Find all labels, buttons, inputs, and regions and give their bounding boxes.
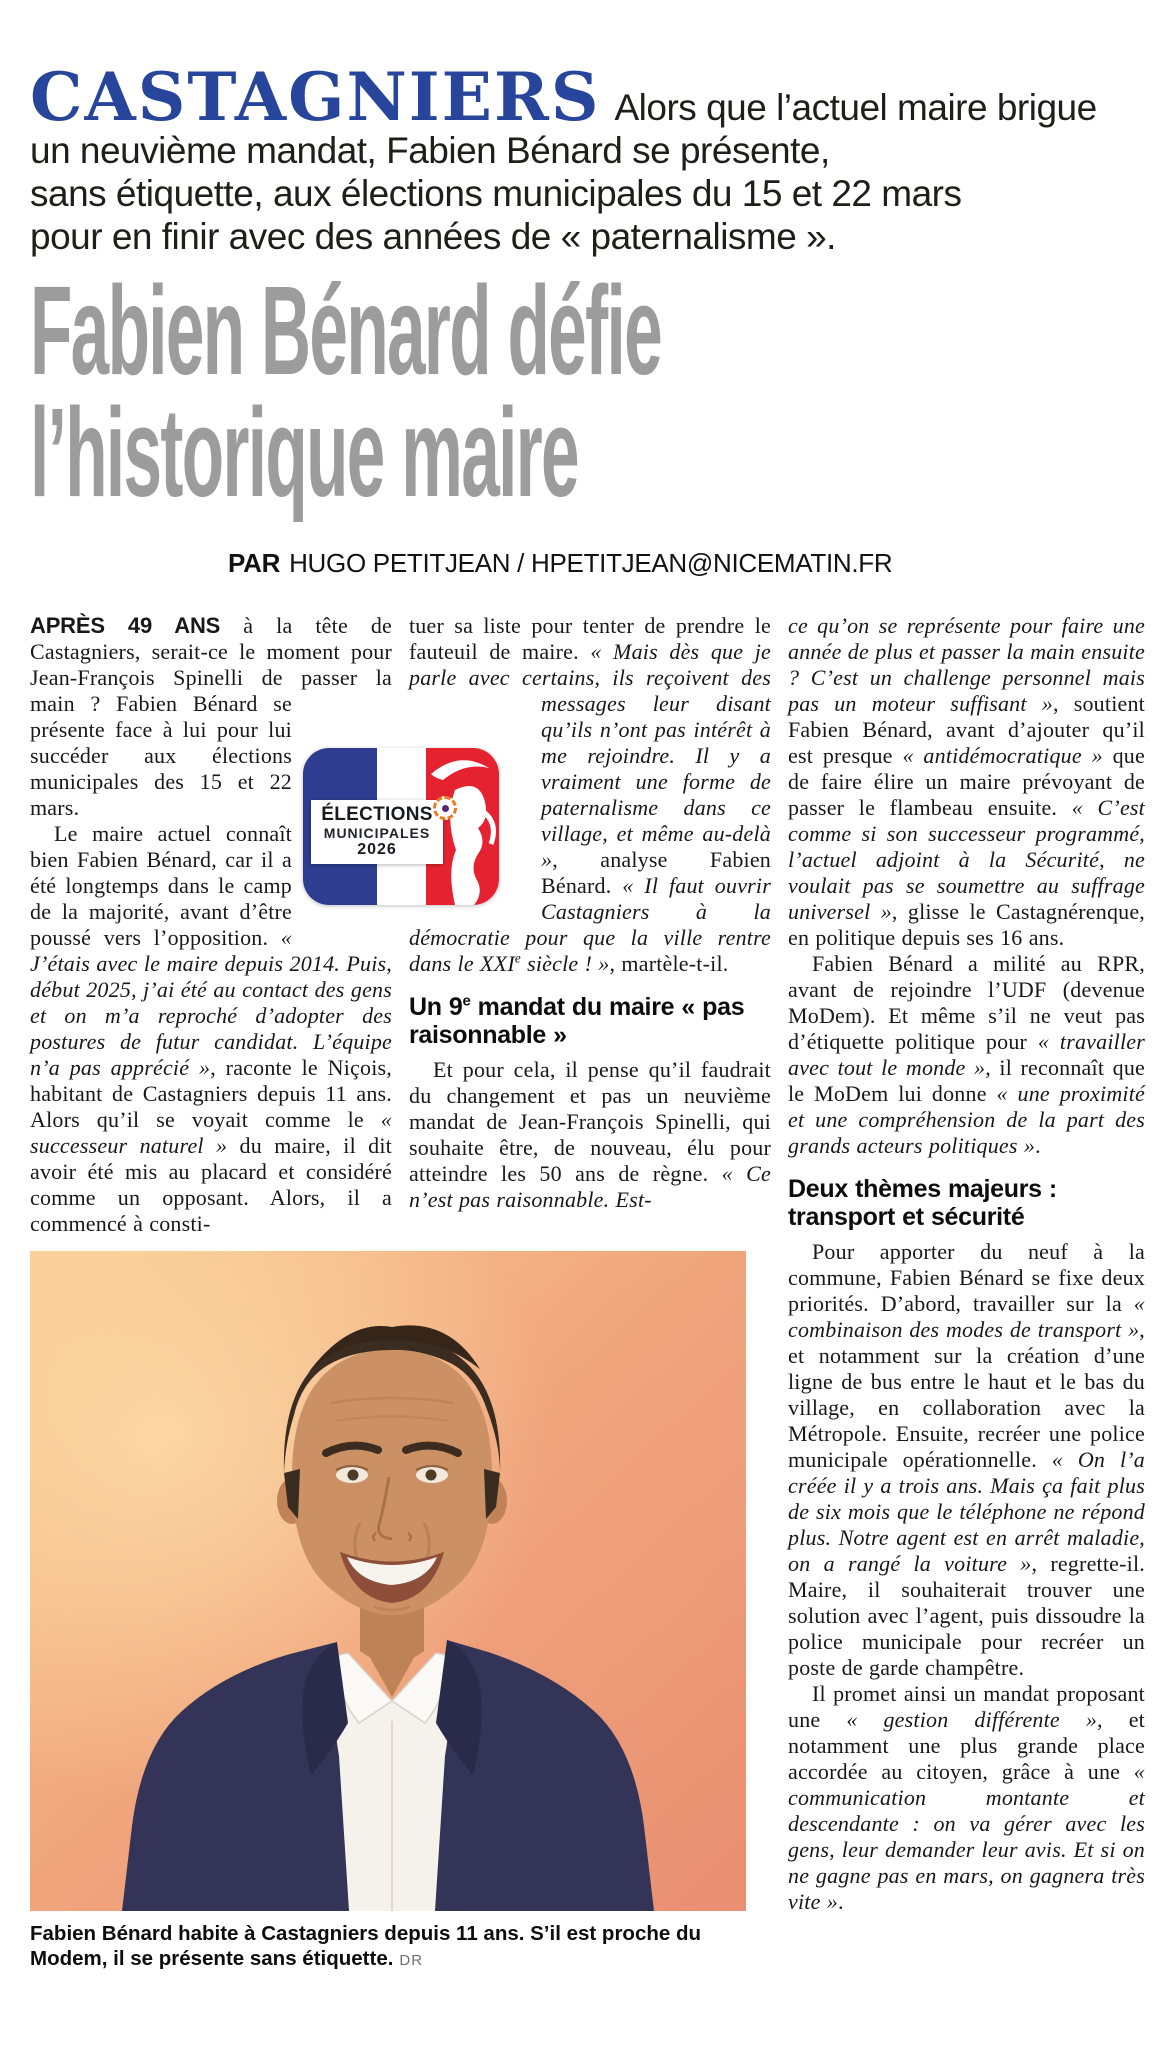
badge-year: 2026 (357, 841, 397, 858)
article-header (0, 58, 1173, 579)
elections-badge (303, 748, 499, 905)
article-body (30, 613, 1145, 1973)
paragraph: Et pour cela, il pense qu’il faudrait du changement et pas un neuvième mandat de Jean-François Spinelli, qui souhaite être, de nouveau, élu pour atteindre les 50 ans de règne. « Ce n’est pas raisonnable. Est- (409, 1057, 771, 1212)
subhead-ninth-mandate: Un 9e mandat du maire « pas raisonnable » (409, 992, 745, 1049)
kicker (30, 58, 1145, 258)
portrait-photo (30, 1251, 746, 1911)
photo-credit: DR (399, 1952, 424, 1969)
paragraph: Fabien Bénard a milité au RPR, avant de rejoindre l’UDF (devenue MoDem). Et même s’il ne veut pas d’étiquette politique pour « travailler avec tout le monde », il reconnaît que le MoDem lui donne « une proximité et une compréhension de la part des grands acteurs politiques ». (788, 951, 1145, 1158)
headline (30, 260, 661, 523)
paragraph-lead: APRÈS 49 ANS à la tête de Castagniers, serait-ce le moment pour Jean-François Spinelli de passer la main ? Fabien Bénard se présente face à lui pour lui succéder aux élections municipales des 15 et 22 mars. (30, 613, 392, 821)
cocarde-icon (433, 796, 457, 820)
photo-caption-text: Fabien Bénard habite à Castagniers depuis 11 ans. S’il est proche du Modem, il se présente sans étiquette. (30, 1922, 702, 1970)
photo-caption (30, 1921, 746, 1973)
kicker-line-1: Alors que l’actuel maire brigue (614, 87, 1097, 128)
paragraph: tuer sa liste pour tenter de prendre le fauteuil de maire. « Mais dès que je parle avec certains, ils reçoivent des messages leur disant qu’ils n’ont pas intérêt à me rejoindre. Il y a vraiment une forme de paternalisme dans ce village, et même au-delà », analyse Fabien Bénard. « Il faut ouvrir Castagniers à la démocratie pour que la ville rentre dans le XXIe siècle ! », martèle-t-il. (409, 613, 771, 976)
paragraph: Le maire actuel connaît bien Fabien Bénard, car il a été longtemps dans le camp de la majorité, avant d’être poussé vers l’opposition. « J’étais avec le maire depuis 2014. Puis, début 2025, j’ai été au contact des gens et on m’a reproché d’adopter des postures de futur candidat. L’équipe n’a pas apprécié », raconte le Niçois, habitant de Castagniers depuis 11 ans. Alors qu’il se voyait comme le « successeur naturel » du maire, il dit avoir été mis au placard et considéré comme un opposant. Alors, il a commencé à consti- (30, 821, 392, 1236)
paragraph: Il promet ainsi un mandat proposant une « gestion différente », et notamment une plus grande place accordée au citoyen, grâce à une « communication montante et descendante : on va gérer avec les gens, leur demander leur avis. Et si on ne gagne pas en mars, on gagnera très vite ». (788, 1681, 1145, 1914)
column-1 (30, 613, 392, 1237)
badge-subtitle: MUNICIPALES (323, 825, 431, 841)
kicker-line-3: sans étiquette, aux élections municipales du 15 et 22 mars (30, 173, 962, 214)
subhead-two-themes: Deux thèmes majeurs : transport et sécurité (788, 1175, 1057, 1231)
portrait-figure (30, 1251, 771, 1973)
kicker-line-4: pour en finir avec des années de « paternalisme ». (30, 216, 836, 257)
byline (228, 548, 1173, 579)
badge-label (311, 800, 443, 864)
kicker-line-2: un neuvième mandat, Fabien Bénard se présente, (30, 130, 830, 171)
top-two-columns (30, 613, 771, 1237)
paragraph: Pour apporter du neuf à la commune, Fabien Bénard se fixe deux priorités. D’abord, travailler sur la « combinaison des modes de transport », et notamment sur la création d’une ligne de bus entre le haut et le bas du village, en collaboration avec la Métropole. Ensuite, recréer une police municipale opérationnelle. « On l’a créée il y a trois ans. Mais ça fait plus de six mois que le téléphone ne répond plus. Notre agent est en arrêt maladie, on a rangé la voiture », regrette-il. Maire, il souhaiterait trouver une solution avec l’agent, puis dissoudre la police municipale pour recréer un poste de garde champêtre. (788, 1239, 1145, 1680)
paragraph: ce qu’on se représente pour faire une année de plus et passer la main ensuite ? C’est un challenge personnel mais pas un moteur suffisant », soutient Fabien Bénard, avant d’ajouter qu’il est presque « antidémocratique » que de faire élire un maire prévoyant de passer le flambeau ensuite. « C’est comme si son successeur programmé, l’actuel adjoint à la Sécurité, ne voulait pas se soumettre au suffrage universel », glisse le Castagnérenque, en politique depuis ses 16 ans. (788, 613, 1146, 950)
headline-line-1: Fabien Bénard défie (30, 260, 661, 401)
byline-label: PAR (228, 548, 281, 578)
byline-author: HUGO PETITJEAN / HPETITJEAN@NICEMATIN.FR (289, 548, 893, 578)
column-2 (409, 613, 771, 1237)
badge-title: ÉLECTIONS (321, 804, 433, 825)
column-3 (788, 613, 1145, 1915)
kicker-location-tag: CASTAGNIERS (30, 58, 601, 136)
headline-line-2: l’historique maire (30, 382, 578, 523)
